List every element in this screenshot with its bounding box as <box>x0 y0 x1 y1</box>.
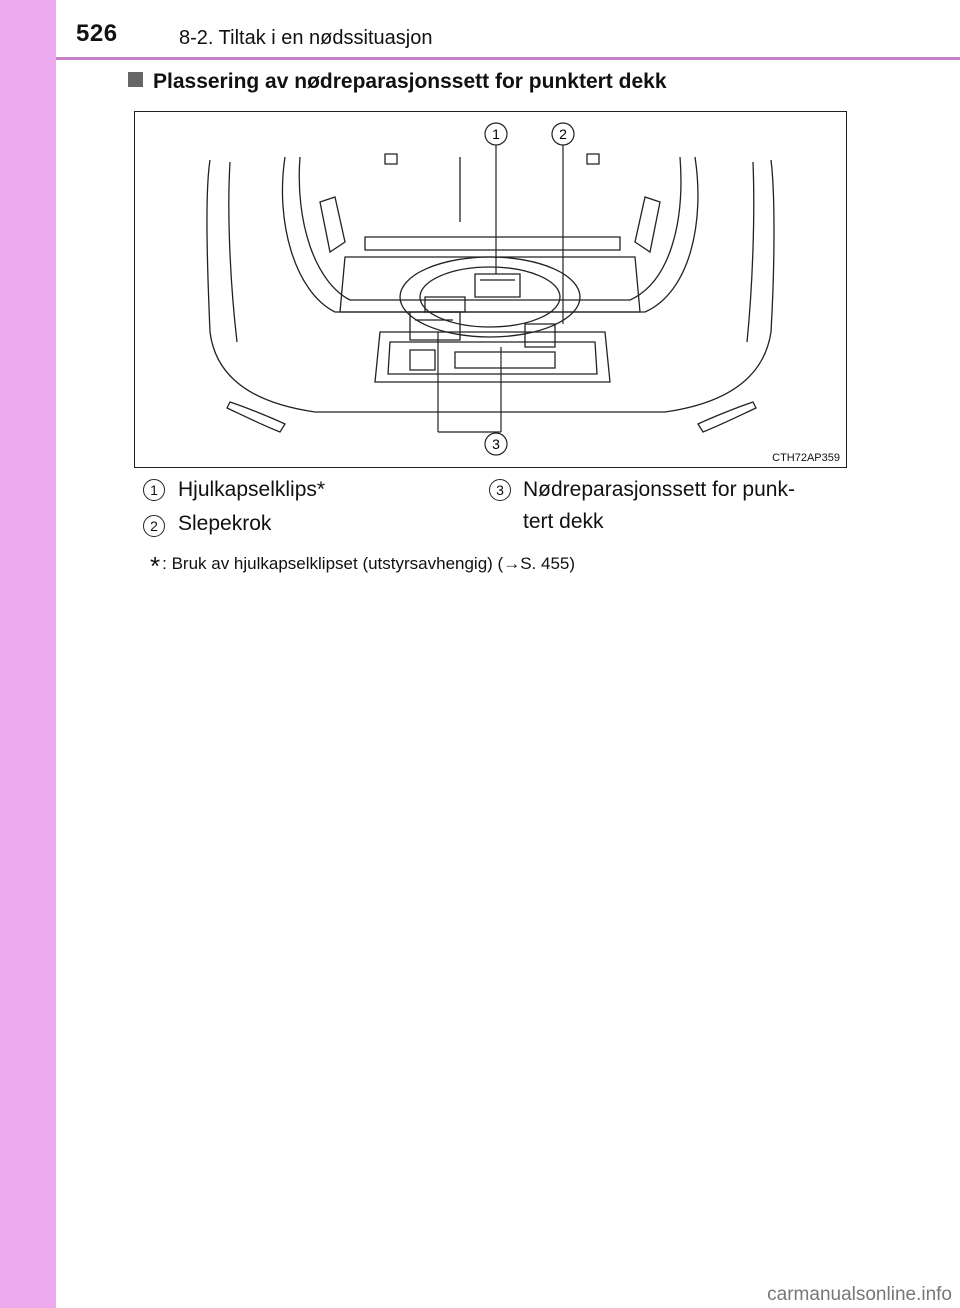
side-tab-band <box>0 0 56 1308</box>
legend-3-text-line1: Nødreparasjonssett for punk- <box>523 478 795 501</box>
footnote-text: : Bruk av hjulkapselklipset (utstyrsavhengig) ( <box>162 554 504 573</box>
arrow-right-icon: → <box>503 554 521 573</box>
callout-markers <box>485 123 574 455</box>
legend-1-badge: 1 <box>143 479 165 501</box>
section-heading <box>128 70 667 94</box>
footnote-page-ref[interactable]: S. 455) <box>520 554 576 573</box>
legend-2-badge: 2 <box>143 515 165 537</box>
figure-code: CTH72AP359 <box>772 452 840 464</box>
legend-3-badge: 3 <box>489 479 511 501</box>
square-bullet-icon <box>128 72 143 87</box>
header-divider <box>56 57 960 60</box>
trunk-illustration <box>134 111 847 468</box>
legend-2 <box>178 508 271 540</box>
callout-1-label: 1 <box>492 126 500 142</box>
legend-3-text-line2: tert dekk <box>523 510 604 533</box>
callout-2-label: 2 <box>559 126 567 142</box>
chapter-title: 8-2. Tiltak i en nødssituasjon <box>179 27 433 49</box>
legend-3 <box>523 474 795 538</box>
legend-2-text: Slepekrok <box>178 512 272 535</box>
footnote-star: * <box>150 551 161 581</box>
trunk-drawing <box>135 112 848 469</box>
page-number: 526 <box>76 20 118 47</box>
legend-1 <box>178 474 325 506</box>
legend-1-text: Hjulkapselklips* <box>178 478 326 501</box>
watermark: carmanualsonline.info <box>767 1284 952 1305</box>
section-title: Plassering av nødreparasjonssett for punktert dekk <box>153 70 667 93</box>
footnote <box>150 551 575 582</box>
callout-3-label: 3 <box>492 436 500 452</box>
